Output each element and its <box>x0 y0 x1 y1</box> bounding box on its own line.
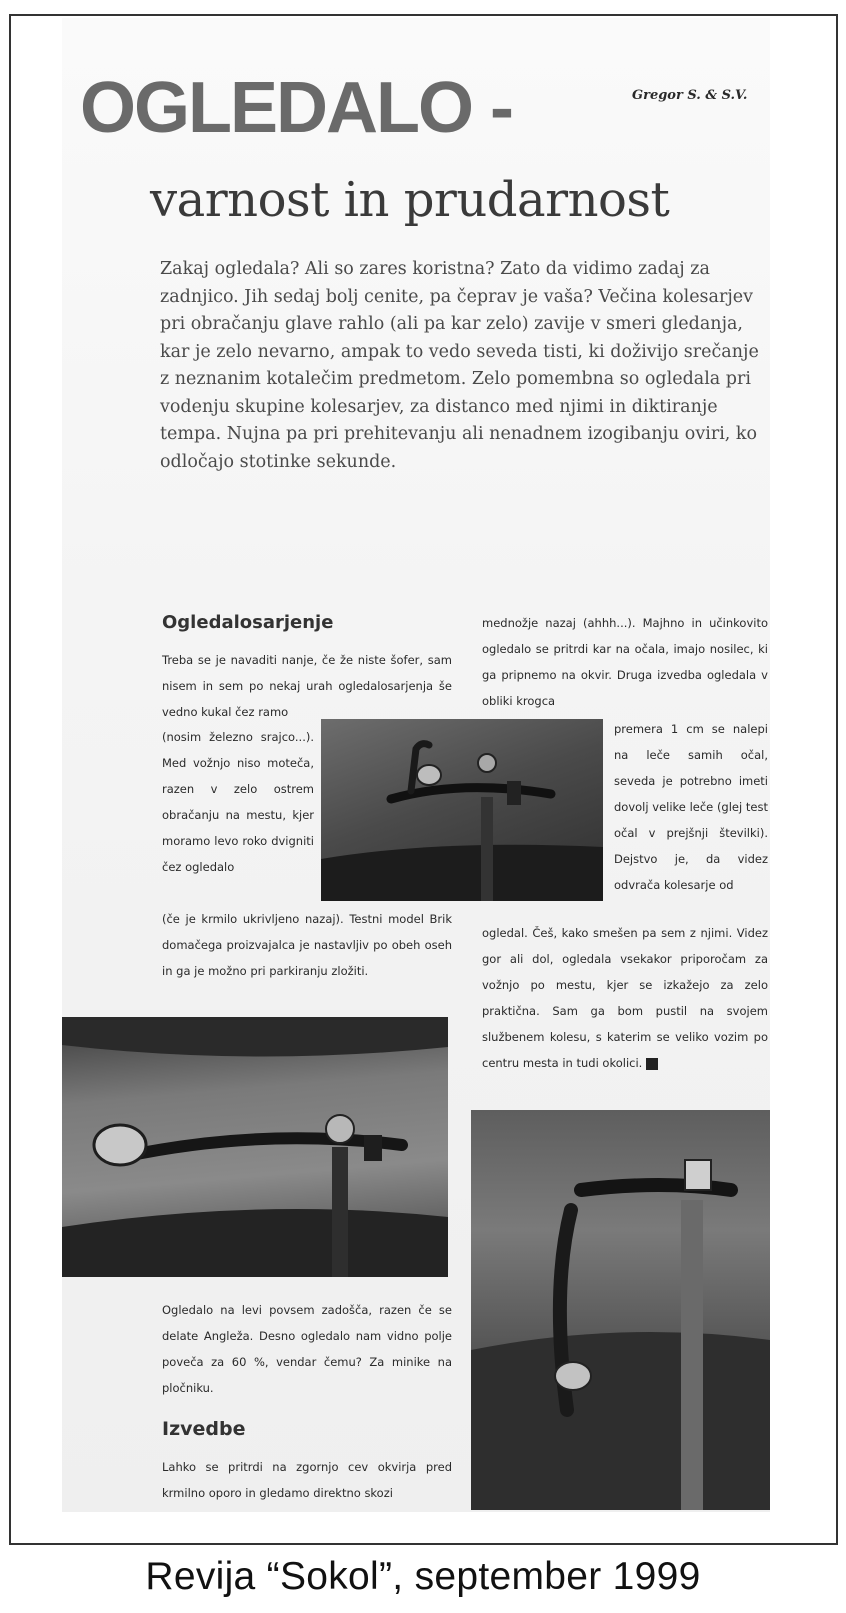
article-authors: Gregor S. & S.V. <box>632 88 748 103</box>
article-title: OGLEDALO - <box>80 68 512 148</box>
section-heading-izvedbe: Izvedbe <box>162 1418 246 1440</box>
body-paragraph-wrap: (nosim železno srajco...). Med vožnjo niso moteča, razen v zelo ostrem obračanju na mestu, kjer moramo levo roko dvigniti čez ogledalo <box>162 730 314 874</box>
photo-close-mirror <box>471 1110 770 1510</box>
photo-close-mirror-drawing <box>471 1110 770 1510</box>
photo-two-mirrors-drawing <box>62 1017 448 1277</box>
photo-caption: Ogledalo na levi povsem zadošča, razen če se delate Angleža. Desno ogledalo nam vidno polje poveča za 60 %, vendar čemu? Za minike na pločniku. <box>162 1303 452 1395</box>
photo-two-mirrors <box>62 1017 448 1277</box>
right-column-end-text: ogledal. Češ, kako smešen pa sem z njimi. Videz gor ali dol, ogledala vsekakor priporočam za vožnjo po mestu, kjer se izkažejo za zelo praktična. Sam ga bom pustil na svojem službenem kolesu, s katerim se veliko vozim po centru mesta in tudi okolici. <box>482 926 768 1070</box>
body-paragraph-izvedbe: Lahko se pritrdi na zgornjo cev okvirja pred krmilno oporo in gledamo direktno skozi <box>162 1460 452 1500</box>
right-column-paragraph: mednožje nazaj (ahhh...). Majhno in učinkovito ogledalo se pritrdi kar na očala, imajo nosilec, ki ga pripnemo na okvir. Druga izvedba ogledala v obliki krogca <box>482 616 768 708</box>
right-column-wrap: premera 1 cm se nalepi na leče samih očal, seveda je potrebno imeti dovolj velike leče (glej test očal v prejšnji številki). Dejstvo je, da videz odvrača kolesarje od <box>614 722 768 892</box>
end-of-article-mark <box>646 1058 658 1070</box>
body-paragraph-end: (če je krmilo ukrivljeno nazaj). Testni model Brik domačega proizvajalca je nastavljiv po obeh oseh in ga je možno pri parkiranju zložiti. <box>162 912 452 978</box>
section-heading-ogledalosarjenje: Ogledalosarjenje <box>162 612 334 633</box>
photo-handlebar-mirror <box>321 719 603 901</box>
right-column-end <box>482 920 768 1076</box>
source-caption: Revija “Sokol”, september 1999 <box>145 1555 701 1598</box>
article-lead: Zakaj ogledala? Ali so zares koristna? Zato da vidimo zadaj za zadnjico. Jih sedaj bolj cenite, pa čeprav je vaša? Večina kolesarjev pri obračanju glave rahlo (ali pa kar zelo) zavije v smeri gledanja, kar je zelo nevarno, ampak to vedo seveda tisti, ki doživijo srečanje z neznanim kotalečim predmetom. Zelo pomembna so ogledala pri vodenju skupine kolesarjev, za distanco med njimi in diktiranje tempa. Nujna pa pri prehitevanju ali nenadnem izogibanju oviri, ko odločajo stotinke sekunde. <box>160 259 759 472</box>
article-subtitle: varnost in prudarnost <box>150 172 670 228</box>
body-paragraph: Treba se je navaditi nanje, če že niste šofer, sam nisem in sem po nekaj urah ogledalosarjenja še vedno kukal čez ramo <box>162 653 452 719</box>
photo-handlebar-mirror-drawing <box>321 719 603 901</box>
